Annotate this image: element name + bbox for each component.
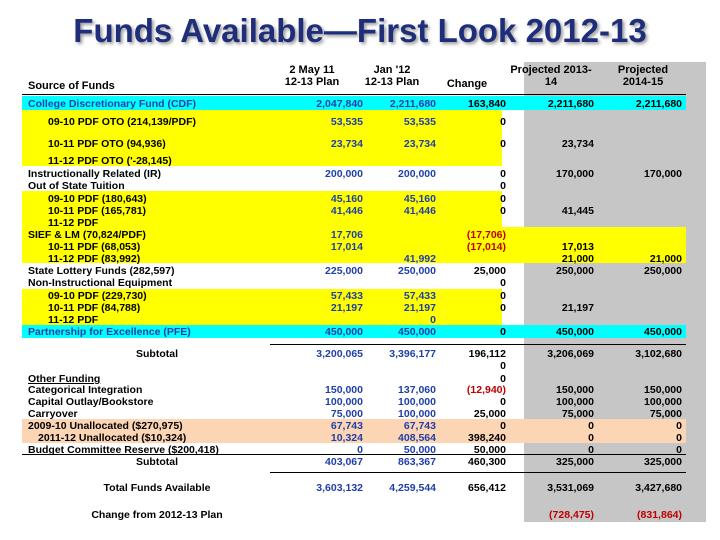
header-change: Change [446, 78, 488, 90]
table-row [22, 217, 686, 229]
page-title: Funds Available—First Look 2012-13 [73, 12, 647, 49]
table-row [22, 180, 686, 192]
cell-c2: 4,259,544 [389, 482, 436, 494]
cell-c4: 3,531,069 [547, 482, 594, 494]
header-projected-2013: Projected 2013- 14 [510, 64, 592, 88]
cell-c5: 250,000 [644, 265, 682, 277]
cell-c3: 50,000 [473, 444, 506, 456]
cell-c1: 3,603,132 [316, 482, 363, 494]
cell-c4: 41,445 [561, 205, 594, 217]
cell-c4: 0 [588, 432, 594, 444]
subtotal-rule [270, 344, 686, 345]
cell-c3: 0 [500, 420, 506, 432]
cell-c2: 450,000 [398, 326, 436, 338]
subtotal-rule [270, 472, 686, 473]
row-label: Change from 2012-13 Plan [91, 509, 223, 521]
cell-c1: 75,000 [330, 408, 363, 420]
cell-c2: 23,734 [403, 138, 436, 150]
table-row [22, 420, 686, 432]
cell-c2: 3,396,177 [389, 348, 436, 360]
cell-c1: 23,734 [330, 138, 363, 150]
table-row [22, 229, 686, 241]
table-row [22, 116, 686, 128]
cell-c1: 403,067 [325, 456, 363, 468]
cell-c4: 2,211,680 [547, 98, 594, 110]
cell-c2: 21,197 [403, 302, 436, 314]
cell-c1: 3,200,065 [316, 348, 363, 360]
cell-c5: 21,000 [649, 253, 682, 265]
cell-c5: 170,000 [644, 168, 682, 180]
header-rule [22, 94, 686, 95]
cell-c5: 150,000 [644, 384, 682, 396]
cell-c5: 2,211,680 [635, 98, 682, 110]
cell-c3: 0 [500, 373, 506, 385]
row-label: 09-10 PDF (229,730) [48, 290, 147, 302]
cell-c4: 17,013 [561, 241, 594, 253]
row-label: Total Funds Available [103, 482, 211, 494]
row-label: Subtotal [136, 456, 178, 468]
cell-c3: 656,412 [468, 482, 506, 494]
cell-c3: 0 [500, 180, 506, 192]
cell-c3: 0 [500, 396, 506, 408]
header-source: Source of Funds [28, 80, 115, 92]
row-label: Budget Committee Reserve ($200,418) [28, 444, 219, 456]
funds-table [22, 62, 686, 522]
cell-c1: 150,000 [325, 384, 363, 396]
row-label: 2009-10 Unallocated ($270,975) [28, 420, 183, 432]
row-label: 10-11 PDF (84,788) [48, 302, 141, 314]
table-row [22, 314, 686, 326]
cell-c4: 100,000 [556, 396, 594, 408]
cell-c3: 196,112 [468, 348, 506, 360]
row-label: Other Funding [28, 373, 101, 385]
row-label: Non-Instructional Equipment [28, 277, 173, 289]
cell-c2: 200,000 [398, 168, 436, 180]
cell-c2: 53,535 [403, 116, 436, 128]
cell-c4: 3,206,069 [547, 348, 594, 360]
cell-c4: 0 [588, 420, 594, 432]
cell-c4: 450,000 [556, 326, 594, 338]
cell-c4: 170,000 [556, 168, 594, 180]
table-row [22, 302, 686, 314]
row-label: College Discretionary Fund (CDF) [28, 98, 197, 110]
cell-c4: 21,197 [561, 302, 594, 314]
table-row [22, 155, 686, 167]
cell-c1: 41,446 [330, 205, 363, 217]
cell-c2: 2,211,680 [389, 98, 436, 110]
row-label: Instructionally Related (IR) [28, 168, 162, 180]
cell-c2: 57,433 [403, 290, 436, 302]
row-label: 10-11 PDF OTO (94,936) [48, 138, 166, 150]
cell-c3: 0 [500, 138, 506, 150]
cell-c2: 0 [430, 314, 436, 326]
table-row [22, 138, 686, 150]
cell-c1: 225,000 [325, 265, 363, 277]
cell-c3: (17,706) [466, 229, 506, 241]
row-label: SIEF & LM (70,824/PDF) [28, 229, 146, 241]
row-label: 11-12 PDF (83,992) [48, 253, 141, 265]
cell-c1: 21,197 [330, 302, 363, 314]
cell-c3: 0 [500, 205, 506, 217]
cell-c2: 137,060 [398, 384, 436, 396]
cell-c5: 0 [676, 432, 682, 444]
cell-c4: 23,734 [561, 138, 594, 150]
cell-c4: (728,475) [549, 509, 594, 521]
cell-c2: 50,000 [403, 444, 436, 456]
cell-c2: 41,446 [403, 205, 436, 217]
cell-c1: 57,433 [330, 290, 363, 302]
cell-c5: 75,000 [649, 408, 682, 420]
table-row [22, 253, 686, 265]
table-row [22, 509, 686, 521]
cell-c4: 250,000 [556, 265, 594, 277]
table-row [22, 290, 686, 302]
cell-c4: 21,000 [561, 253, 594, 265]
header-may-plan: 2 May 11 12-13 Plan [284, 64, 340, 88]
row-label: Partnership for Excellence (PFE) [28, 326, 191, 338]
cell-c5: 3,102,680 [635, 348, 682, 360]
cell-c1: 200,000 [325, 168, 363, 180]
row-label: 10-11 PDF (165,781) [48, 205, 147, 217]
table-row [22, 384, 686, 396]
row-label: Subtotal [136, 348, 178, 360]
table-row [22, 326, 686, 338]
cell-c1: 10,324 [330, 432, 363, 444]
table-row [22, 265, 686, 277]
cell-c2: 250,000 [398, 265, 436, 277]
cell-c5: 0 [676, 444, 682, 456]
cell-c3: 0 [500, 326, 506, 338]
cell-c3: 0 [500, 360, 506, 372]
cell-c4: 75,000 [561, 408, 594, 420]
section-rule [22, 454, 686, 455]
table-row [22, 360, 686, 372]
table-row [22, 432, 686, 444]
table-row [22, 193, 686, 205]
row-label: Capital Outlay/Bookstore [28, 396, 154, 408]
table-row [22, 241, 686, 253]
cell-c1: 450,000 [325, 326, 363, 338]
cell-c3: 0 [500, 302, 506, 314]
row-label: 11-12 PDF [48, 314, 99, 326]
cell-c3: 25,000 [473, 408, 506, 420]
cell-c1: 0 [357, 444, 363, 456]
cell-c1: 45,160 [330, 193, 363, 205]
cell-c3: 0 [500, 193, 506, 205]
cell-c4: 150,000 [556, 384, 594, 396]
cell-c3: 460,300 [468, 456, 506, 468]
cell-c3: 25,000 [473, 265, 506, 277]
cell-c3: 0 [500, 290, 506, 302]
cell-c1: 17,706 [330, 229, 363, 241]
cell-c3: (12,940) [466, 384, 506, 396]
cell-c2: 45,160 [403, 193, 436, 205]
cell-c3: 0 [500, 116, 506, 128]
cell-c2: 41,992 [403, 253, 436, 265]
cell-c2: 67,743 [403, 420, 436, 432]
cell-c3: 0 [500, 168, 506, 180]
cell-c1: 2,047,840 [316, 98, 363, 110]
cell-c3: 163,840 [468, 98, 506, 110]
table-row [22, 348, 686, 360]
table-row [22, 482, 686, 494]
cell-c1: 100,000 [325, 396, 363, 408]
cell-c5: (831,864) [637, 509, 682, 521]
cell-c2: 100,000 [398, 396, 436, 408]
table-row [22, 205, 686, 217]
cell-c2: 863,367 [398, 456, 436, 468]
row-label: Out of State Tuition [28, 180, 125, 192]
cell-c4: 0 [588, 444, 594, 456]
cell-c5: 0 [676, 420, 682, 432]
cell-c5: 450,000 [644, 326, 682, 338]
table-row [22, 168, 686, 180]
cell-c4: 325,000 [556, 456, 594, 468]
row-label: Categorical Integration [28, 384, 143, 396]
cell-c2: 408,564 [398, 432, 436, 444]
cell-c3: 398,240 [468, 432, 506, 444]
row-label: 09-10 PDF OTO (214,139/PDF) [48, 116, 197, 128]
cell-c3: (17,014) [466, 241, 506, 253]
table-row [22, 408, 686, 420]
table-row [22, 456, 686, 468]
cell-c2: 100,000 [398, 408, 436, 420]
table-row [22, 277, 686, 289]
row-label: 10-11 PDF (68,053) [48, 241, 141, 253]
cell-c3: 0 [500, 277, 506, 289]
header-projected-2014: Projected 2014-15 [617, 64, 669, 88]
cell-c1: 53,535 [330, 116, 363, 128]
cell-c5: 100,000 [644, 396, 682, 408]
cell-c5: 3,427,680 [635, 482, 682, 494]
cell-c5: 325,000 [644, 456, 682, 468]
table-row [22, 396, 686, 408]
row-label: 11-12 PDF OTO ('-28,145) [48, 155, 172, 167]
row-label: 09-10 PDF (180,643) [48, 193, 147, 205]
header-jan-plan: Jan '12 12-13 Plan [364, 64, 420, 88]
row-label: 11-12 PDF [48, 217, 99, 229]
cell-c1: 67,743 [330, 420, 363, 432]
row-label: 2011-12 Unallocated ($10,324) [38, 432, 187, 444]
row-label: Carryover [28, 408, 78, 420]
row-label: State Lottery Funds (282,597) [28, 265, 175, 277]
cell-c1: 17,014 [330, 241, 363, 253]
table-row [22, 98, 686, 110]
